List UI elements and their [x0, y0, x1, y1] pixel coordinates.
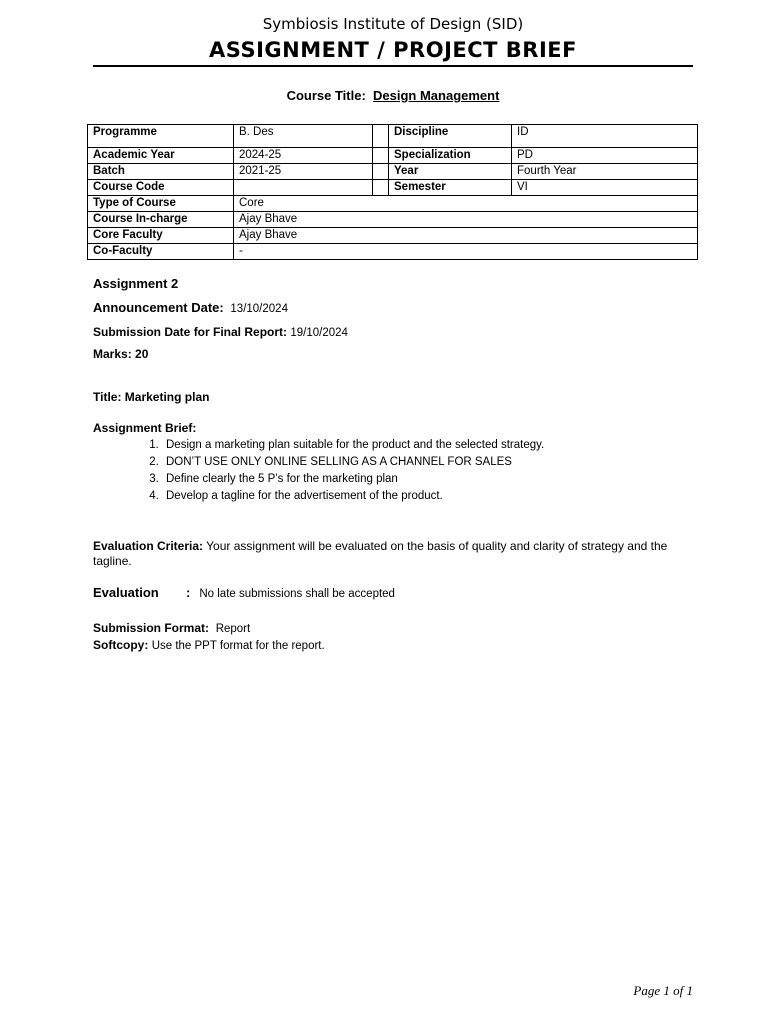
title-divider — [93, 65, 693, 67]
submission-format — [93, 621, 250, 635]
table-row — [88, 212, 698, 228]
evaluation-criteria — [93, 539, 673, 569]
submission-format-value: Report — [215, 623, 251, 635]
page-number: Page 1 of 1 — [633, 983, 693, 998]
announcement-date — [93, 300, 288, 315]
softcopy-label: Softcopy: — [93, 638, 149, 652]
list-item: 1. Design a marketing plan suitable for the product and the selected strategy. — [162, 437, 722, 454]
evaluation-label: Evaluation — [93, 585, 159, 600]
evaluation-criteria-label: Evaluation Criteria: — [93, 539, 204, 553]
course-code-value — [234, 180, 373, 196]
evaluation-text: No late submissions shall be accepted — [199, 588, 395, 600]
list-item: 3. Define clearly the 5 P’s for the marketing plan — [162, 471, 722, 488]
evaluation-colon: : — [186, 585, 191, 600]
specialization-label: Specialization — [389, 148, 512, 164]
table-row — [88, 164, 698, 180]
year-label: Year — [389, 164, 512, 180]
institute-name: Symbiosis Institute of Design (SID) — [262, 15, 524, 33]
programme-value: B. Des — [234, 125, 373, 148]
marks: Marks: 20 — [93, 347, 149, 361]
specialization-value: PD — [512, 148, 698, 164]
course-info-table — [87, 124, 698, 260]
table-row — [88, 196, 698, 212]
course-incharge-label: Course In-charge — [88, 212, 234, 228]
softcopy-value: Use the PPT format for the report. — [151, 640, 325, 652]
table-row — [88, 180, 698, 196]
softcopy — [93, 638, 325, 652]
evaluation-criteria-text: Your assignment will be evaluated on the basis of quality and clarity of strategy and the tagline. — [93, 539, 668, 568]
programme-label: Programme — [88, 125, 234, 148]
course-title-value: Design Management — [373, 88, 500, 103]
semester-label: Semester — [389, 180, 512, 196]
batch-label: Batch — [88, 164, 234, 180]
spacer-cell — [373, 148, 389, 164]
table-row — [88, 148, 698, 164]
list-item: 2. DON’T USE ONLY ONLINE SELLING AS A CHANNEL FOR SALES — [162, 454, 722, 471]
type-of-course-value: Core — [234, 196, 698, 212]
discipline-label: Discipline — [389, 125, 512, 148]
brief-label: Assignment Brief: — [93, 421, 197, 435]
co-faculty-value: - — [234, 244, 698, 260]
evaluation-line — [93, 585, 395, 600]
brief-list — [93, 437, 722, 505]
assignment-heading: Assignment 2 — [93, 276, 179, 291]
spacer-cell — [373, 180, 389, 196]
core-faculty-label: Core Faculty — [88, 228, 234, 244]
course-incharge-value: Ajay Bhave — [234, 212, 698, 228]
core-faculty-value: Ajay Bhave — [234, 228, 698, 244]
table-row — [88, 125, 698, 148]
submission-date-label: Submission Date for Final Report: — [93, 325, 288, 339]
table-row — [88, 244, 698, 260]
course-code-label: Course Code — [88, 180, 234, 196]
submission-date — [93, 325, 348, 339]
document-title: ASSIGNMENT / PROJECT BRIEF — [209, 38, 577, 62]
academic-year-value: 2024-25 — [234, 148, 373, 164]
spacer-cell — [373, 125, 389, 148]
semester-value: VI — [512, 180, 698, 196]
discipline-value: ID — [512, 125, 698, 148]
course-title — [0, 88, 768, 103]
table-row — [88, 228, 698, 244]
co-faculty-label: Co-Faculty — [88, 244, 234, 260]
course-title-label: Course Title: — [286, 88, 366, 103]
list-item: 4. Develop a tagline for the advertisement of the product. — [162, 488, 722, 505]
announcement-date-label: Announcement Date: — [93, 300, 224, 315]
assignment-title: Title: Marketing plan — [93, 390, 210, 404]
submission-date-value: 19/10/2024 — [290, 327, 348, 339]
year-value: Fourth Year — [512, 164, 698, 180]
announcement-date-value: 13/10/2024 — [230, 303, 288, 315]
academic-year-label: Academic Year — [88, 148, 234, 164]
type-of-course-label: Type of Course — [88, 196, 234, 212]
spacer-cell — [373, 164, 389, 180]
submission-format-label: Submission Format: — [93, 621, 210, 635]
batch-value: 2021-25 — [234, 164, 373, 180]
